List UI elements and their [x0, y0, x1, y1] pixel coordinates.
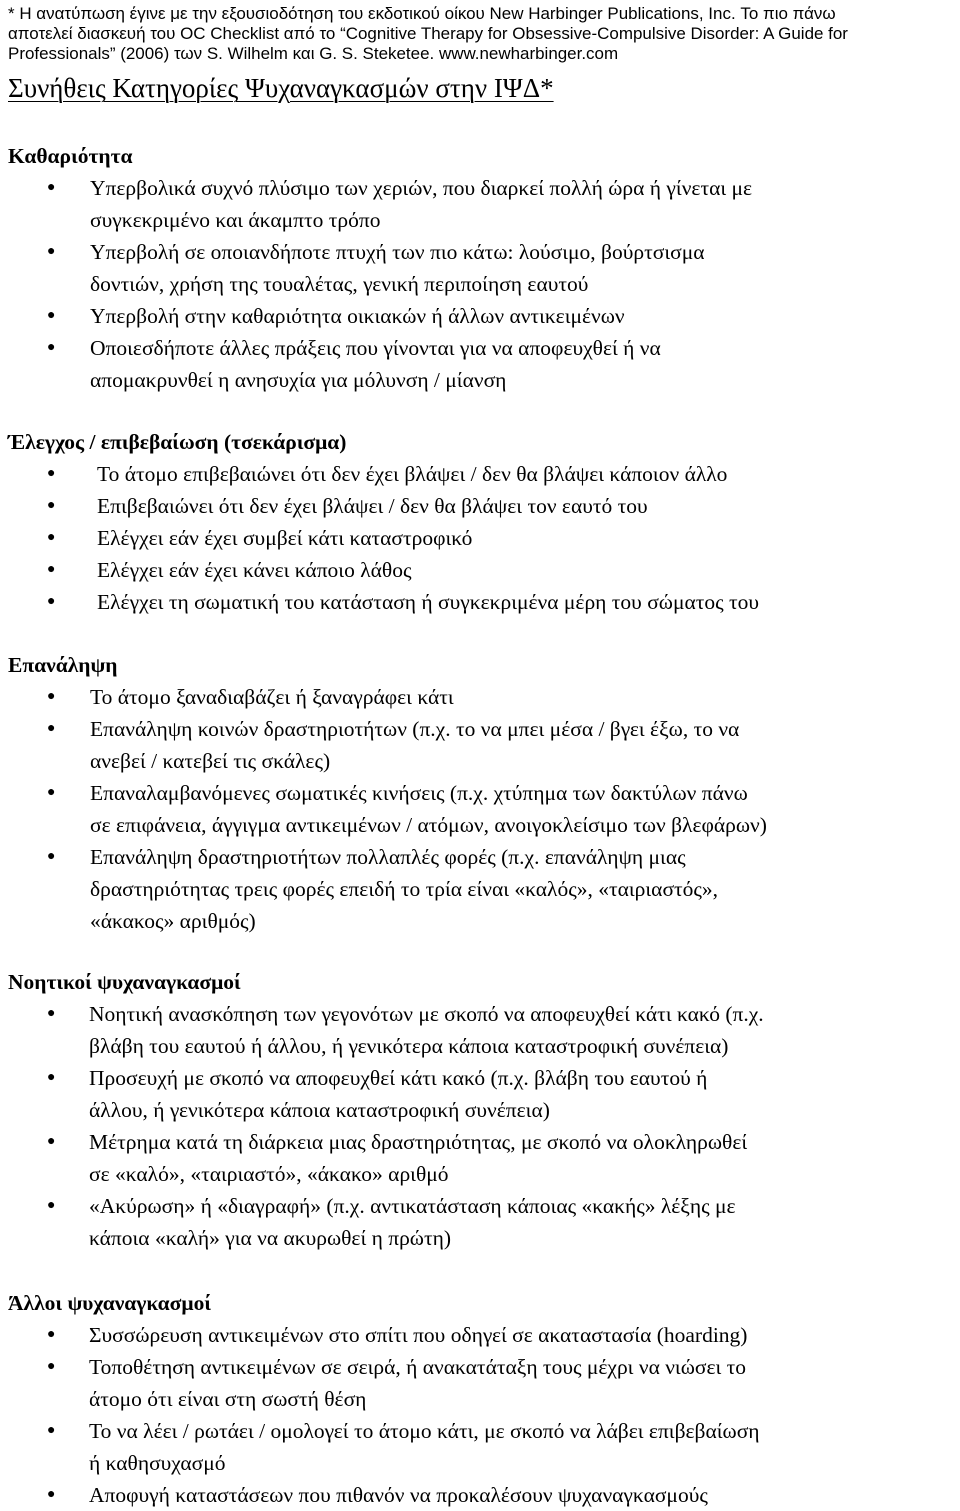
item-line: άτομο ότι είναι στη σωστή θέση [89, 1387, 367, 1411]
bullet-icon: ● [47, 466, 56, 481]
item-line: βλάβη του εαυτού ή άλλου, ή γενικότερα κάποια καταστροφική συνέπεια) [89, 1034, 729, 1058]
section-heading: Έλεγχος / επιβεβαίωση (τσεκάρισμα) [8, 430, 347, 454]
item-line: Το να λέει / ρωτάει / ομολογεί το άτομο κάτι, με σκοπό να λάβει επιβεβαίωση [89, 1419, 760, 1443]
bullet-icon: ● [47, 1423, 56, 1438]
item-line: Αποφυγή καταστάσεων που πιθανόν να προκαλέσουν ψυχαναγκασμούς [89, 1483, 708, 1507]
item-line: Υπερβολή σε οποιανδήποτε πτυχή των πιο κάτω: λούσιμο, βούρτσισμα [90, 240, 705, 264]
bullet-icon: ● [47, 721, 56, 736]
item-line: συγκεκριμένο και άκαμπτο τρόπο [90, 208, 381, 232]
bullet-icon: ● [47, 498, 56, 513]
copyright-notice [8, 4, 958, 64]
item-line: δοντιών, χρήση της τουαλέτας, γενική περιποίηση εαυτού [90, 272, 589, 296]
section-heading: Άλλοι ψυχαναγκασμοί [8, 1291, 211, 1315]
bullet-icon: ● [47, 1359, 56, 1374]
item-line: Προσευχή με σκοπό να αποφευχθεί κάτι κακό (π.χ. βλάβη του εαυτού ή [89, 1066, 708, 1090]
bullet-icon: ● [47, 1134, 56, 1149]
bullet-icon: ● [47, 562, 56, 577]
page-title: Συνήθεις Κατηγορίες Ψυχαναγκασμών στην ΙΨΔ* [8, 73, 554, 103]
item-line: δραστηριότητας τρεις φορές επειδή το τρία είναι «καλός», «ταιριαστός», [90, 877, 719, 901]
bullet-icon: ● [47, 594, 56, 609]
item-line: Ελέγχει εάν έχει συμβεί κάτι καταστροφικό [97, 526, 473, 550]
item-line: Ελέγχει εάν έχει κάνει κάποιο λάθος [97, 558, 412, 582]
item-line: Συσσώρευση αντικειμένων στο σπίτι που οδηγεί σε ακαταστασία (hoarding) [89, 1323, 748, 1347]
bullet-icon: ● [47, 1198, 56, 1213]
bullet-icon: ● [47, 180, 56, 195]
item-line: Επανάληψη κοινών δραστηριοτήτων (π.χ. το να μπει μέσα / βγει έξω, το να [90, 717, 740, 741]
bullet-icon: ● [47, 308, 56, 323]
bullet-icon: ● [47, 785, 56, 800]
item-line: Νοητική ανασκόπηση των γεγονότων με σκοπό να αποφευχθεί κάτι κακό (π.χ. [89, 1002, 764, 1026]
bullet-icon: ● [47, 849, 56, 864]
item-line: Το άτομο ξαναδιαβάζει ή ξαναγράφει κάτι [90, 685, 454, 709]
item-line: Υπερβολικά συχνό πλύσιμο των χεριών, που διαρκεί πολλή ώρα ή γίνεται με [90, 176, 753, 200]
item-line: σε «καλό», «ταιριαστό», «άκακο» αριθμό [89, 1162, 449, 1186]
item-line: Το άτομο επιβεβαιώνει ότι δεν έχει βλάψει / δεν θα βλάψει κάποιον άλλο [97, 462, 728, 486]
bullet-icon: ● [47, 689, 56, 704]
notice-line: αποτελεί διασκευή του OC Checklist από το “Cognitive Therapy for Obsessive-Compulsive Disorder: A Guide for [8, 24, 848, 43]
item-line: Ελέγχει τη σωματική του κατάσταση ή συγκεκριμένα μέρη του σώματος του [97, 590, 760, 614]
item-line: Επαναλαμβανόμενες σωματικές κινήσεις (π.χ. χτύπημα των δακτύλων πάνω [90, 781, 748, 805]
notice-line: * Η ανατύπωση έγινε με την εξουσιοδότηση του εκδοτικού οίκου New Harbinger Publications, Inc. Το πιο πάνω [8, 4, 836, 23]
item-line: Μέτρημα κατά τη διάρκεια μιας δραστηριότητας, με σκοπό να ολοκληρωθεί [89, 1130, 748, 1154]
bullet-icon: ● [47, 244, 56, 259]
item-line: απομακρυνθεί η ανησυχία για μόλυνση / μίανση [90, 368, 507, 392]
item-line: σε επιφάνεια, άγγιγμα αντικειμένων / ατόμων, ανοιγοκλείσιμο των βλεφάρων) [90, 813, 767, 837]
item-line: Τοποθέτηση αντικειμένων σε σειρά, ή ανακατάταξη τους μέχρι να νιώσει το [89, 1355, 747, 1379]
section-heading: Καθαριότητα [8, 144, 133, 168]
item-line: ή καθησυχασμό [89, 1451, 226, 1475]
item-line: Επανάληψη δραστηριοτήτων πολλαπλές φορές (π.χ. επανάληψη μιας [90, 845, 686, 869]
item-line: «άκακος» αριθμός) [90, 909, 256, 933]
item-line: Οποιεσδήποτε άλλες πράξεις που γίνονται για να αποφευχθεί ή να [90, 336, 661, 360]
section-heading: Επανάληψη [8, 653, 118, 677]
bullet-icon: ● [47, 1006, 56, 1021]
item-line: Επιβεβαιώνει ότι δεν έχει βλάψει / δεν θα βλάψει τον εαυτό του [97, 494, 648, 518]
bullet-icon: ● [47, 1327, 56, 1342]
item-line: Υπερβολή στην καθαριότητα οικιακών ή άλλων αντικειμένων [90, 304, 625, 328]
item-line: κάποια «καλή» για να ακυρωθεί η πρώτη) [89, 1226, 451, 1250]
notice-line: Professionals” (2006) των S. Wilhelm και G. S. Steketee. www.newharbinger.com [8, 44, 619, 63]
bullet-icon: ● [47, 340, 56, 355]
item-line: άλλου, ή γενικότερα κάποια καταστροφική συνέπεια) [89, 1098, 550, 1122]
item-line: ανεβεί / κατεβεί τις σκάλες) [90, 749, 331, 773]
item-line: «Ακύρωση» ή «διαγραφή» (π.χ. αντικατάσταση κάποιας «κακής» λέξης με [89, 1194, 736, 1218]
bullet-icon: ● [47, 1070, 56, 1085]
section-heading: Νοητικοί ψυχαναγκασμοί [8, 970, 241, 994]
bullet-icon: ● [47, 530, 56, 545]
bullet-icon: ● [47, 1487, 56, 1502]
